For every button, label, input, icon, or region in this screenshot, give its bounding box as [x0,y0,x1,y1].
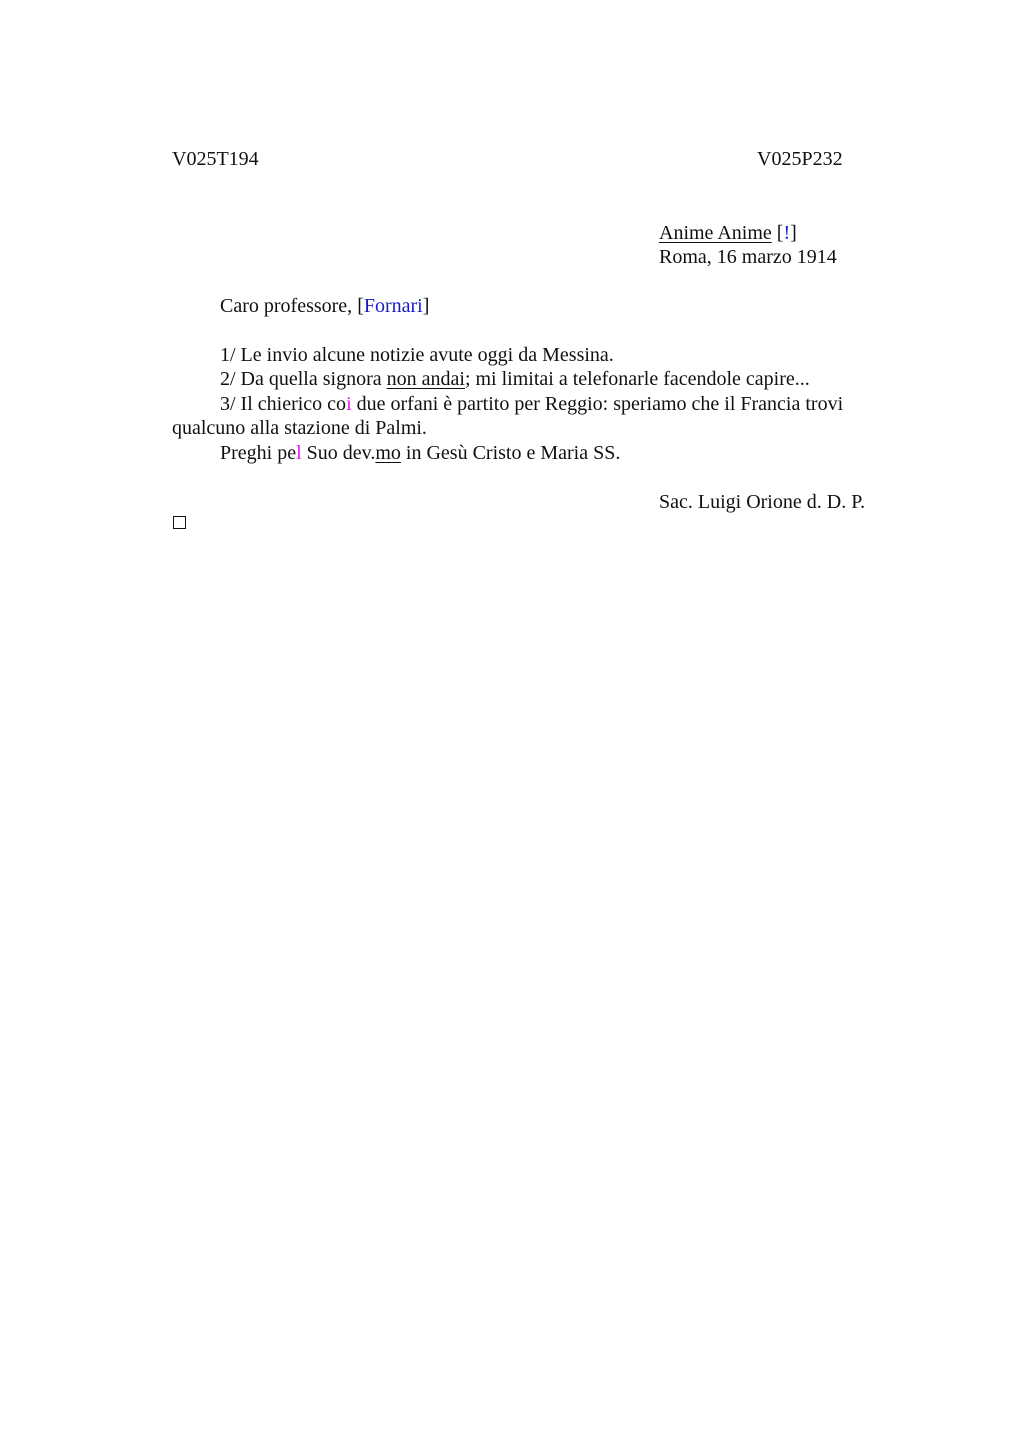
salutation-bracket-open: [ [357,295,364,317]
salutation-text: Caro professore, [220,295,358,317]
item-3-editorial-mark: i [346,393,352,415]
closing-middle: Suo dev. [301,442,376,464]
item-3-suffix: due orfani è partito per Reggio: speriamo che il Francia trovi [351,393,844,415]
closing-suffix: in Gesù Cristo e Maria SS. [400,442,621,464]
motto-bracket-close: ] [790,222,797,244]
closing-underlined: mo [375,442,401,464]
document-code-left: V025T194 [172,148,259,170]
closing-editorial-mark: l [296,442,302,464]
salutation [220,294,429,318]
document-code-right: V025P232 [757,148,843,170]
salutation-recipient-name: Fornari [363,295,423,317]
motto-editorial-note: ! [783,222,791,244]
body-item-3-continuation: qualcuno alla stazione di Palmi. [172,417,427,439]
place-date: Roma, 16 marzo 1914 [659,246,837,268]
body-item-2 [220,367,810,391]
item-2-prefix: 2/ Da quella signora [220,368,387,390]
body-item-3 [220,392,843,416]
item-3-prefix: 3/ Il chierico co [220,393,347,415]
item-2-suffix: ; mi limitai a telefonarle facendole capire... [464,368,810,390]
signature: Sac. Luigi Orione d. D. P. [659,491,866,513]
motto-text: Anime Anime [659,222,772,244]
salutation-bracket-close: ] [422,295,430,317]
closing-line [220,441,620,465]
motto-line [659,221,797,245]
body-item-1: 1/ Le invio alcune notizie avute oggi da Messina. [220,344,614,366]
closing-prefix: Preghi pe [220,442,297,464]
empty-square-icon [173,516,186,529]
item-2-underlined: non andai [386,368,465,390]
motto-bracket-open: [ [776,222,784,244]
